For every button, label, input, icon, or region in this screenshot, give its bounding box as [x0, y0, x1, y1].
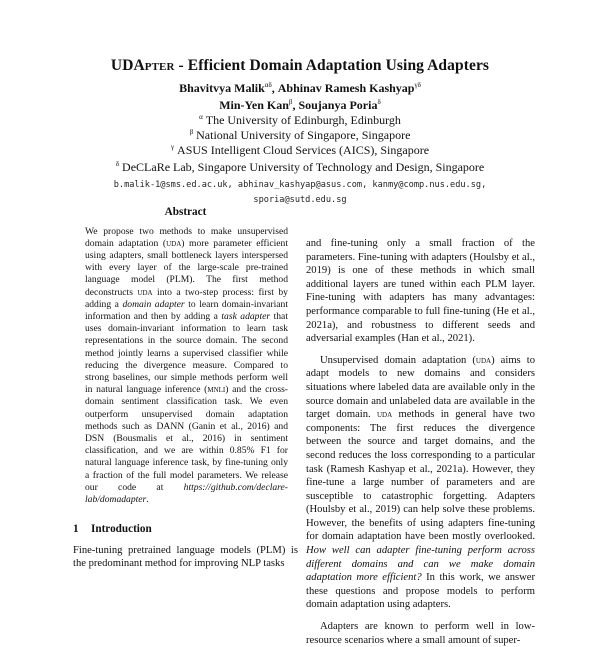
affiliation-text: National University of Singapore, Singapore	[196, 128, 411, 142]
author-name: Min-Yen Kan	[219, 98, 289, 112]
body-text: In this work, we answer these questions and propose models to perform domain adaptation using adapters.	[306, 572, 535, 611]
section-heading-introduction	[73, 523, 298, 537]
abstract-acronym: uda	[166, 237, 182, 249]
abstract-text: ) more parameter efficient using adapters, small bottleneck layers interspersed with every layer of the large-scale pre-trained language model (PLM). The first method deconstructs	[85, 237, 288, 298]
abstract-heading: Abstract	[164, 206, 207, 218]
authors-line-1	[0, 81, 600, 96]
author-name: Bhavitvya Malik	[179, 81, 265, 95]
author-affil-marker: β	[288, 98, 293, 106]
body-acronym: uda	[377, 409, 393, 421]
author-emails-line-2: sporia@sutd.edu.sg	[253, 195, 347, 205]
abstract-text: to learn domain-invariant information and then by adding a	[85, 298, 289, 323]
abstract-text: into a two-step process: first by adding a	[85, 286, 288, 310]
abstract-emphasis: task adapter	[221, 311, 271, 323]
body-paragraph	[306, 354, 535, 612]
authors-line-2	[0, 98, 600, 113]
right-column	[306, 237, 535, 647]
body-text: Unsupervised domain adaptation (	[320, 354, 476, 366]
body-text: ) aims to adapt models to new domains and considers situations where labeled data are available only in the source domain and unlabeled data are available in the target domain.	[306, 354, 535, 421]
affiliation	[0, 143, 600, 158]
section-number: 1	[73, 523, 79, 536]
abstract-text: that uses domain-invariant information to learn task representations in the source domain. The second method jointly learns a supervised classifier while reducing the divergence measure. Compared to strong baselines, our simple methods perform well in natural language inference (	[85, 311, 288, 396]
abstract-text: We propose two methods to make unsupervised domain adaptation (	[85, 225, 288, 249]
intro-paragraph: Fine-tuning pretrained language models (PLM) is the predominant method for improving NLP tasks	[73, 544, 298, 570]
affiliation	[0, 113, 600, 128]
abstract-text: ) and the cross-domain sentiment classification task. We even outperform unsupervised domain adaptation methods such as DANN (Ganin et al., 2016) and DSN (Bousmalis et al., 2016) in sentiment classification, and we are within 0.85% F1 for natural language inference task, by fine-tuning only a fraction of the full model parameters. We release our code at	[85, 384, 288, 493]
affiliation-text: ASUS Intelligent Cloud Services (AICS), Singapore	[177, 143, 430, 157]
abstract-acronym: uda	[137, 286, 153, 298]
affiliation-text: The University of Edinburgh, Edinburgh	[205, 113, 401, 127]
author-affil-marker: γδ	[414, 81, 421, 89]
author-separator: ,	[292, 98, 299, 112]
body-paragraph: and fine-tuning only a small fraction of the parameters. Fine-tuning with adapters (Houlsby et al., 2019) is one of these methods in which small additional layers are tuned within each PLM layer. Fine-tuning with adapters has many advantages: performance comparable to full fine-tuning (He et al., 2021a), and robustness to different seeds and adversarial examples (Han et al., 2021).	[306, 238, 535, 345]
author-affil-marker: δ	[377, 98, 381, 106]
abstract-body	[85, 226, 288, 507]
affiliation	[0, 160, 600, 175]
affiliation-marker: α	[199, 113, 203, 121]
affiliation-marker: γ	[170, 143, 175, 151]
body-paragraph: Adapters are known to perform well in low-resource scenarios where a small amount of super-	[306, 621, 535, 646]
code-url-link[interactable]: https://github.com/declare-lab/domadapter	[85, 481, 288, 506]
paper-title	[0, 57, 600, 75]
body-acronym: uda	[475, 354, 492, 366]
abstract-acronym: mnli	[207, 384, 226, 396]
affiliation-marker: δ	[115, 160, 120, 168]
title-prefix: UDApter	[110, 57, 175, 74]
author-separator: ,	[271, 81, 278, 95]
author-name: Abhinav Ramesh Kashyap	[277, 81, 415, 95]
affiliation	[0, 128, 600, 143]
affiliation-text: DeCLaRe Lab, Singapore University of Technology and Design, Singapore	[122, 160, 485, 174]
body-text: methods in general have two components: The first reduces the divergence between the source and target domains, and the second reduces the loss corresponding to a particular task (Ramesh Kashyap et al., 2021a). However, they fine-tune a large number of parameters and are susceptible to catastrophic forgetting. Adapters (Houlsby et al., 2019) can help solve these problems. However, the benefits of using adapters fine-tuning for domain adaptation have been mostly overlooked.	[306, 409, 535, 543]
left-column	[73, 206, 298, 571]
author-name: Soujanya Poria	[298, 98, 378, 112]
title-rest: - Efficient Domain Adaptation Using Adapters	[174, 57, 490, 74]
section-title: Introduction	[91, 523, 152, 536]
affiliation-marker: β	[189, 128, 194, 136]
abstract-text: .	[146, 494, 149, 506]
author-affil-marker: αδ	[264, 81, 272, 89]
abstract-emphasis: domain adapter	[122, 298, 185, 310]
author-emails-line-1: b.malik-1@sms.ed.ac.uk, abhinav_kashyap@asus.com, kanmy@comp.nus.edu.sg,	[113, 180, 487, 190]
body-emphasis: How well can adapter fine-tuning perform across different domains and can we make domain adaptation more efficient?	[306, 545, 535, 584]
